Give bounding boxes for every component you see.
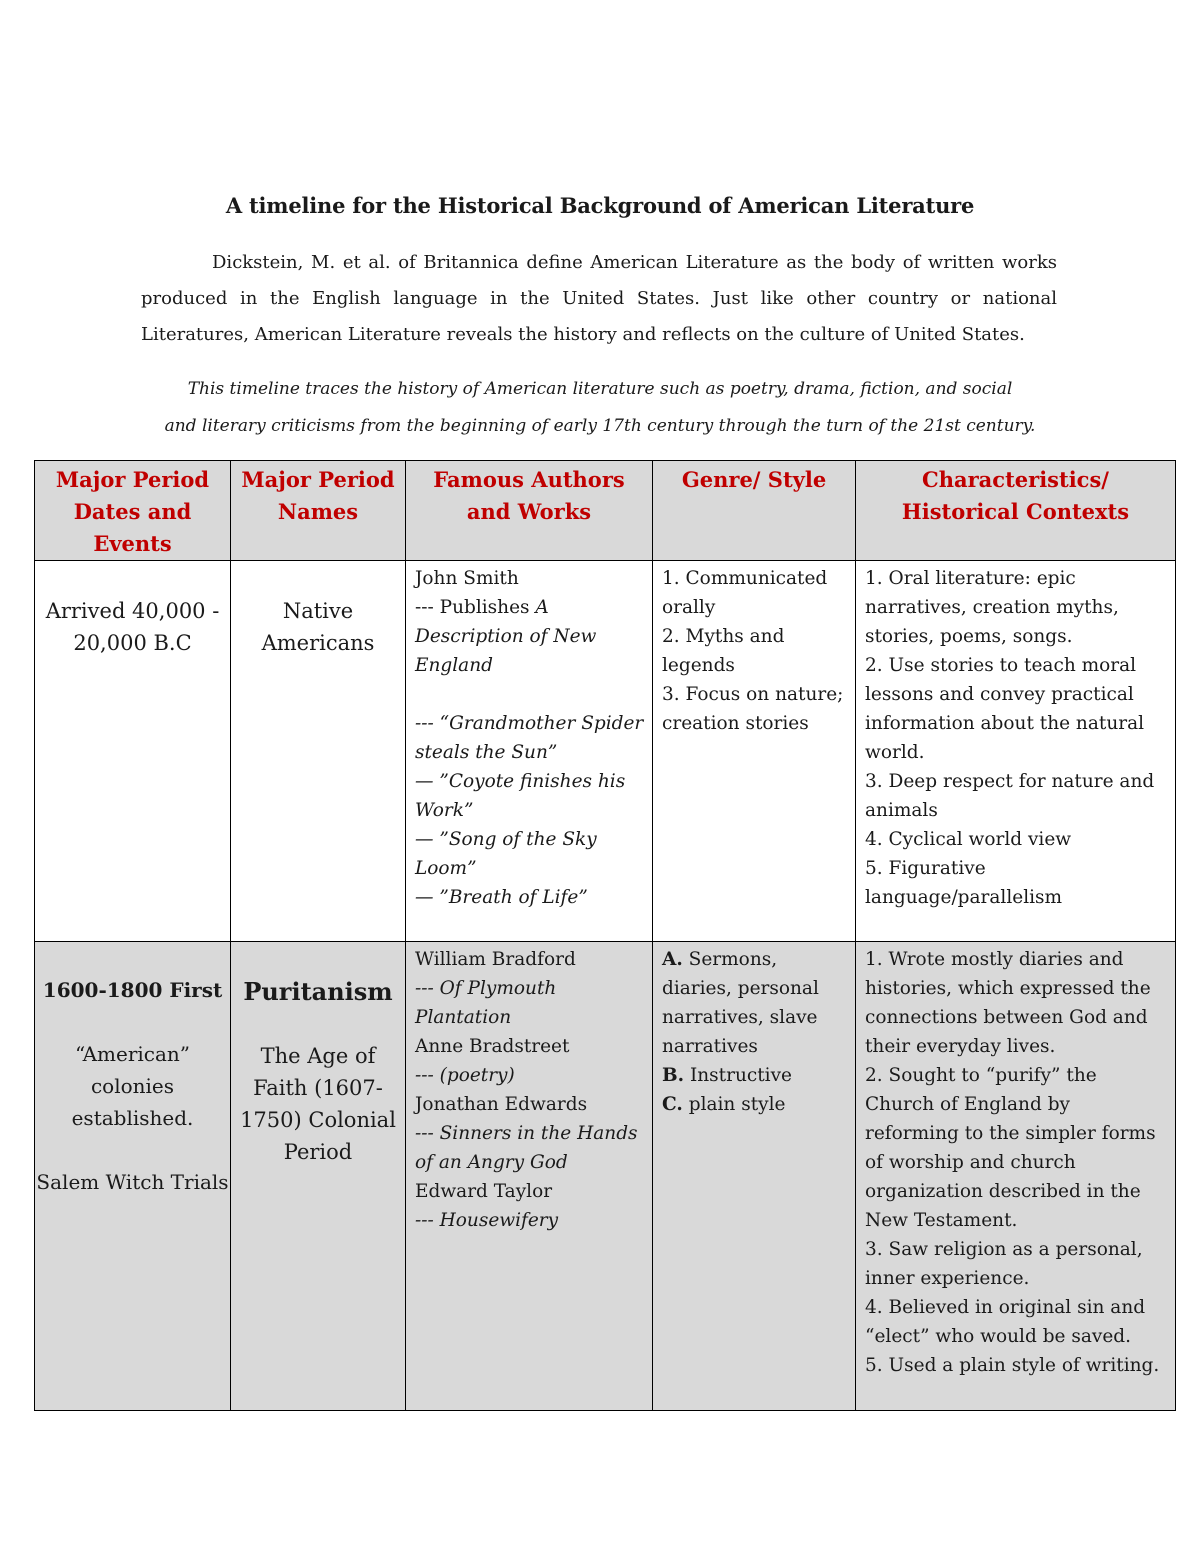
row2-work-4: --- Housewifery (415, 1210, 559, 1231)
row1-char-2: 2. Use stories to teach moral lessons and convey practical information about the natural world. (865, 655, 1145, 763)
row1-char-1: 1. Oral literature: epic narratives, creation myths, stories, poems, songs. (865, 568, 1119, 647)
row2-dates-bold: 1600-1800 First (42, 978, 223, 1002)
row1-genre-1: 1. Communicated orally (662, 568, 828, 618)
row2-work-1: --- Of Plymouth Plantation (415, 978, 557, 1028)
row2-author-1: William Bradford (415, 949, 576, 970)
row2-genre-c: C. plain style (662, 1094, 786, 1115)
scope-line-1: This timeline traces the history of American literature such as poetry, drama, fiction, and social (187, 379, 1013, 399)
scope-line-2: and literary criticisms from the beginning of early 17th century through the turn of the 21st century. (164, 416, 1036, 436)
row2-work-2: --- (poetry) (415, 1065, 515, 1086)
row1-period-name: Native Americans (261, 599, 375, 655)
row2-genre-a: A. Sermons, diaries, personal narratives, slave narratives (662, 949, 819, 1057)
row1-genre-2: 2. Myths and legends (662, 626, 785, 676)
row2-period-subtitle: The Age of Faith (1607-1750) Colonial Period (240, 1044, 396, 1164)
timeline-table (34, 460, 1176, 1411)
header-authors: Famous Authors and Works (406, 461, 653, 561)
row2-author-3: Jonathan Edwards (415, 1094, 588, 1115)
row2-dates-cell (35, 942, 231, 1411)
row2-char-4: 4. Believed in original sin and “elect” who would be saved. (865, 1297, 1146, 1347)
header-characteristics: Characteristics/ Historical Contexts (856, 461, 1176, 561)
row1-author-1: John Smith (415, 568, 519, 589)
header-genre: Genre/ Style (653, 461, 856, 561)
row1-char-5: 5. Figurative language/parallelism (865, 858, 1063, 908)
row1-work-5: — ”Breath of Life” (415, 887, 588, 908)
row1-genre-cell (653, 561, 856, 942)
row2-dates-line: “American” colonies established. (71, 1042, 194, 1130)
header-dates: Major Period Dates and Events (35, 461, 231, 561)
row1-work-2: --- “Grandmother Spider steals the Sun” (415, 713, 644, 763)
row1-char-3: 3. Deep respect for nature and animals (865, 771, 1155, 821)
row1-char-4: 4. Cyclical world view (865, 829, 1072, 850)
header-names: Major Period Names (231, 461, 406, 561)
document-title: A timeline for the Historical Background of American Literature (225, 193, 975, 218)
row1-dates-cell (35, 561, 231, 942)
row2-char-3: 3. Saw religion as a personal, inner experience. (865, 1239, 1143, 1289)
row1-authors-cell (406, 561, 653, 942)
row1-characteristics-cell (856, 561, 1176, 942)
row2-characteristics-cell (856, 942, 1176, 1411)
table-row (35, 942, 1176, 1411)
row1-genre-3: 3. Focus on nature; creation stories (662, 684, 844, 734)
timeline-scope-note (60, 371, 1140, 445)
row2-genre-cell (653, 942, 856, 1411)
row2-author-2: Anne Bradstreet (415, 1036, 570, 1057)
row1-work-1: --- Publishes A Description of New England (415, 597, 597, 676)
row2-dates-event: Salem Witch Trials (36, 1170, 229, 1194)
row2-genre-b: B. Instructive (662, 1065, 792, 1086)
row1-work-3: — ”Coyote finishes his Work” (415, 771, 626, 821)
row1-dates: Arrived 40,000 - 20,000 B.C (45, 599, 220, 655)
table-row (35, 561, 1176, 942)
row2-work-3: --- Sinners in the Hands of an Angry God (415, 1123, 638, 1173)
intro-paragraph: Dickstein, M. et al. of Britannica define American Literature as the body of written works produced in the English language in the United States. Just like other country or national Literatures, American Literature reveals the history and reflects on the culture of United States. (141, 252, 1057, 345)
row2-name-cell (231, 942, 406, 1411)
row2-period-name: Puritanism (243, 977, 393, 1006)
row2-char-1: 1. Wrote mostly diaries and histories, which expressed the connections between God and their everyday lives. (865, 949, 1151, 1057)
row1-name-cell (231, 561, 406, 942)
table-header-row (35, 461, 1176, 561)
row2-char-2: 2. Sought to “purify” the Church of England by reforming to the simpler forms of worship and church organization described in the New Testament. (865, 1065, 1156, 1231)
row2-char-5: 5. Used a plain style of writing. (865, 1355, 1160, 1376)
row2-author-4: Edward Taylor (415, 1181, 553, 1202)
row2-authors-cell (406, 942, 653, 1411)
row1-work-4: — ”Song of the Sky Loom” (415, 829, 597, 879)
